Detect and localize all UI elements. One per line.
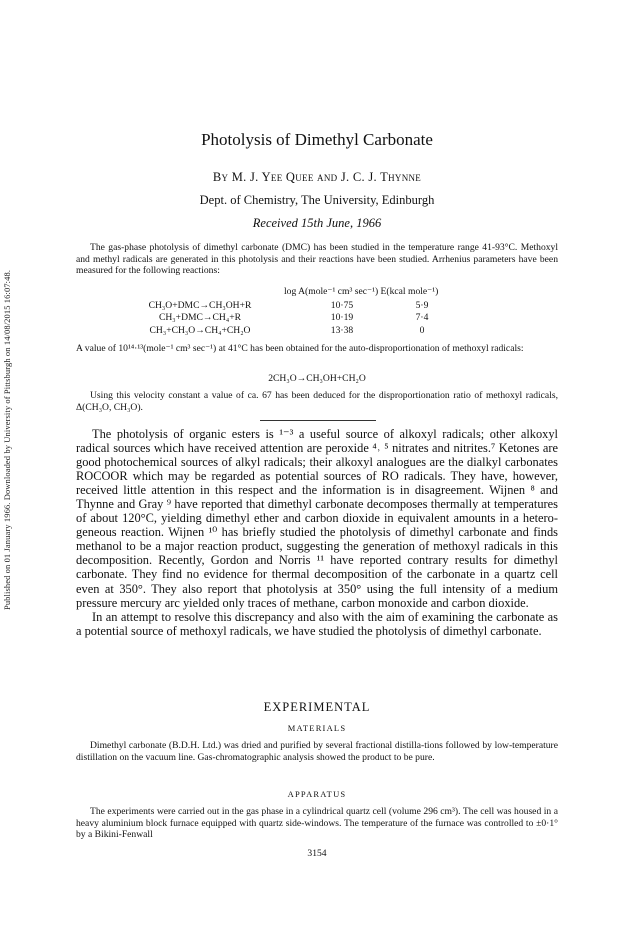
activation-energy-value: 0 [419,324,425,336]
kinetics-row [76,325,558,337]
apparatus-paragraph: The experiments were carried out in the gas phase in a cylindrical quartz cell (volume 296 cm³). The cell was housed in a heavy aluminium block furnace equipped with quartz side-windows. The temperature of the furnace was controlled to ±0·1° by a Bikini-Fenwall [76,806,558,841]
kinetics-row [76,312,558,324]
reaction-equation: CH₃O+DMC→CH₃OH+R [148,300,252,311]
abstract-paragraph: Using this velocity constant a value of ca. 67 has been deduced for the disproportionation ratio of methoxyl radicals, Δ(CH₃O, CH₃O). [76,390,558,413]
received-label: Received [252,216,298,230]
apparatus-section [76,806,558,841]
materials-heading: MATERIALS [287,723,347,733]
disproportionation-equation: 2CH₃O→CH₃OH+CH₂O [268,373,366,384]
abstract-paragraph: The gas-phase photolysis of dimethyl carbonate (DMC) has been studied in the temperature range 41-93°C. Methoxyl and methyl radicals are generated in this photolysis and their reactions have been studied. Arrhenius parameters have been measured for the following reactions: [76,242,558,277]
author-byline: By M. J. Yee Quee and J. C. J. Thynne [212,170,422,184]
materials-paragraph: Dimethyl carbonate (B.D.H. Ltd.) was dried and purified by several fractional distilla-tions followed by low-temperature distillation on the vacuum line. Gas-chromatographic analysis showed the product to be pure. [76,740,558,763]
materials-section [76,740,558,763]
reaction-equation: CH₃+DMC→CH₄+R [158,312,241,324]
received-date-line [76,216,558,231]
kinetics-table [76,300,558,337]
article-title: Photolysis of Dimethyl Carbonate [201,130,433,149]
abstract-intro [76,242,558,277]
section-divider [260,420,376,421]
log-a-value: 13·38 [330,324,354,336]
kinetics-row [76,300,558,312]
author-affiliation: Dept. of Chemistry, The University, Edinburgh [199,193,435,207]
abstract-disproportionation [76,343,558,355]
abstract-conclusion [76,390,558,413]
reaction-equation: CH₃+CH₃O→CH₄+CH₂O [149,324,251,336]
kinetics-table-header: log A(mole⁻¹ cm³ sec⁻¹) E(kcal mole⁻¹) [284,286,439,297]
publication-sidebar-note [2,150,14,610]
apparatus-heading: APPARATUS [287,789,347,799]
page-number: 3154 [307,848,327,859]
activation-energy-value: 7·4 [415,312,429,324]
experimental-heading: EXPERIMENTAL [263,700,371,714]
activation-energy-value: 5·9 [415,300,429,311]
introduction-body [76,427,558,638]
body-paragraph: In an attempt to resolve this discrepancy and also with the aim of examining the carbonate as a potential source of methoxyl radicals, we have studied the photolysis of dimethyl carbonate. [76,609,558,638]
log-a-value: 10·19 [330,312,354,324]
received-date: 15th June, 1966 [301,216,382,230]
abstract-paragraph: A value of 10¹⁴·¹³(mole⁻¹ cm³ sec⁻¹) at 41°C has been obtained for the auto-disproportionation of methoxyl radicals: [76,343,524,354]
body-paragraph: The photolysis of organic esters is ¹⁻³ a useful source of alkoxyl radicals; other alkoxyl radical sources which have received attention are peroxide ⁴˒ ⁵ nitrates and nitrites.⁷ Ketones are good photochemical sources of alkyl radicals; their alkoxyl analogues are the dialkyl carbonates ROCOOR which may be regarded as potential sources of RO radicals. They have, however, received little attention in this respect and the information is in disagreement. Wijnen ⁸ and Thynne and Gray ⁹ have reported that dimethyl carbonate decomposes thermally at temperatures of about 120°C, yielding dimethyl ether and carbon dioxide in equivalent amounts in a hetero-geneous reaction. Wijnen ¹⁰ has briefly studied the photolysis of dimethyl carbonate and finds methanol to be a major reaction product, suggesting the generation of methoxyl radicals in this decomposition. Recently, Gordon and Norris ¹¹ have reported contrary results for dimethyl carbonate. They find no evidence for thermal decomposition of the carbonate in a quartz cell even at 350°. They also report that photolysis at 350° using the full intensity of a medium pressure mercury arc yielded only traces of methane, carbon monoxide and carbon dioxide. [76,427,558,610]
sidebar-note-text: Published on 01 January 1966. Downloaded by University of Pittsburgh on 14/08/2015 16:07:48. [2,269,12,610]
log-a-value: 10·75 [330,300,354,311]
